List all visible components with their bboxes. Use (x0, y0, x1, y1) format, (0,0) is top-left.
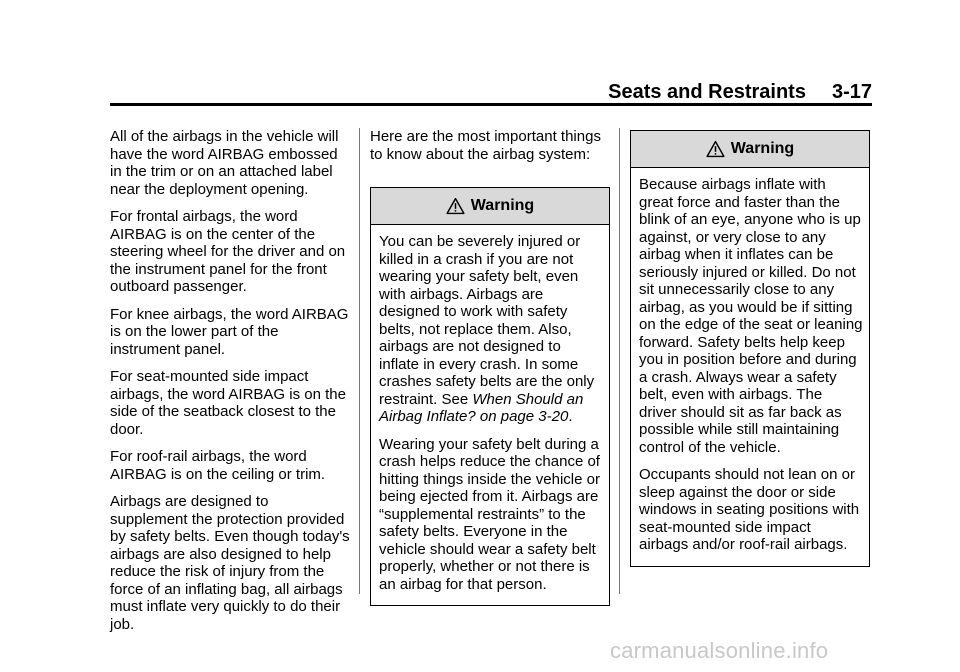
warning-text: You can be severely injured or killed in a crash if you are not wearing your safety belt, even with airbags. Airbags are designed to work with safety belts, not replace them. Also, airbags are not designed to inflate in every crash. In some crashes safety belts are the only restraint. See (379, 233, 595, 408)
column-divider (619, 128, 620, 594)
warning-header (371, 188, 609, 225)
warning-title: Warning (470, 197, 535, 215)
warning-box (370, 187, 610, 606)
page-number: 3-17 (831, 81, 872, 103)
warning-paragraph: Because airbags inflate with great force and faster than the blink of an eye, anyone who is up against, or very close to any airbag when it inflates can be seriously injured or killed. Do not sit unnecessarily close to any airbag, as you would be if sitting on the edge of the seat or leaning forward. Safety belts help keep you in position before and during a crash. Always wear a safety belt, even with airbags. The driver should sit as far back as possible while still maintaining control of the vehicle. (639, 176, 863, 456)
warning-body (371, 225, 609, 605)
warning-paragraph (379, 233, 603, 426)
watermark: carmanualsonline.info (610, 638, 829, 663)
page-reference: When Should an Airbag Inflate? on page 3-20 (379, 390, 584, 425)
paragraph: For knee airbags, the word AIRBAG is on the lower part of the instrument panel. (110, 305, 349, 358)
column-divider (359, 128, 360, 594)
paragraph: For frontal airbags, the word AIRBAG is on the center of the steering wheel for the driver and on the instrument panel for the front outboard passenger. (110, 208, 346, 295)
paragraph: Airbags are designed to supplement the protection provided by safety belts. Even though today's airbags are also designed to help reduce the risk of injury from the force of an inflating bag, all airbags must inflate very quickly to do their job. (110, 493, 350, 633)
intro-paragraph: Here are the most important things to know about the airbag system: (370, 128, 601, 163)
column-left (110, 128, 350, 643)
header-rule (110, 103, 872, 106)
section-title: Seats and Restraints (608, 81, 806, 103)
warning-paragraph: Occupants should not lean on or sleep against the door or side windows in seating positions with seat-mounted side impact airbags and/or roof-rail airbags. (639, 466, 860, 553)
paragraph: For seat-mounted side impact airbags, the word AIRBAG is on the side of the seatback closest to the door. (110, 368, 346, 438)
paragraph: For roof-rail airbags, the word AIRBAG is on the ceiling or trim. (110, 448, 326, 483)
warning-paragraph: Wearing your safety belt during a crash helps reduce the chance of hitting things inside the vehicle or being ejected from it. Airbags are “supplemental restraints” to the safety belts. Everyone in the vehicle should wear a safety belt properly, whether or not there is an airbag for that person. (379, 435, 600, 593)
warning-box (630, 130, 870, 567)
column-middle (370, 128, 610, 606)
warning-body (631, 168, 869, 566)
warning-header (631, 131, 869, 168)
paragraph: All of the airbags in the vehicle will have the word AIRBAG embossed in the trim or on an attached label near the deployment opening. (110, 128, 339, 198)
column-right (630, 128, 870, 567)
warning-title: Warning (730, 140, 795, 158)
warning-triangle-icon (706, 140, 725, 158)
period: . (568, 408, 573, 425)
warning-triangle-icon (446, 197, 465, 215)
page-header (590, 80, 872, 104)
